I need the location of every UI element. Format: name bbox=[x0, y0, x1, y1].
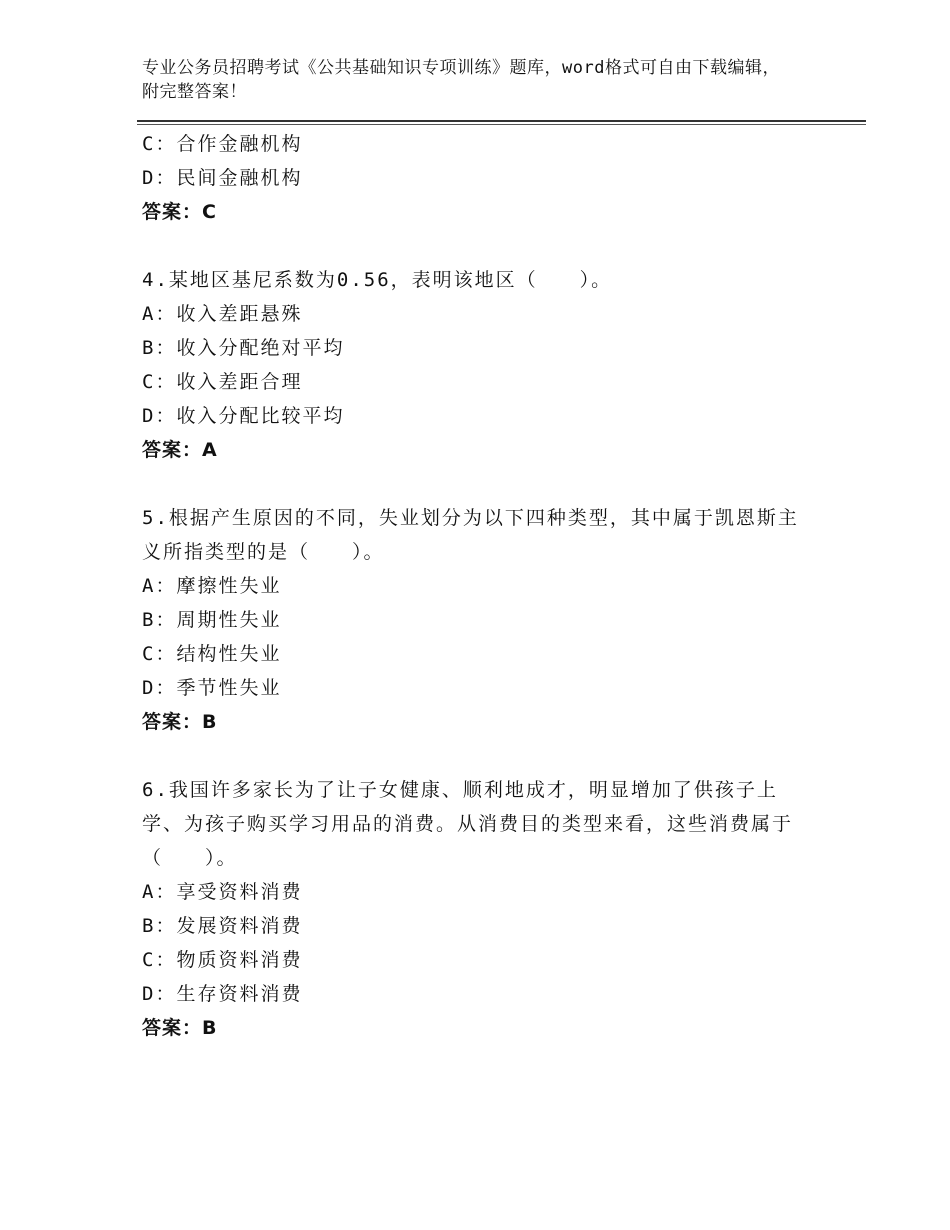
option-b: B：周期性失业 bbox=[142, 609, 282, 631]
answer-line: 答案：A bbox=[142, 439, 218, 461]
question-stem: 4.某地区基尼系数为0.56，表明该地区（ ）。 bbox=[142, 269, 613, 291]
question-6 bbox=[142, 773, 802, 1045]
question-list bbox=[142, 127, 802, 1045]
question-3-continued bbox=[142, 127, 802, 229]
option-d: D：生存资料消费 bbox=[142, 983, 303, 1005]
question-stem: 6.我国许多家长为了让子女健康、顺利地成才，明显增加了供孩子上学、为孩子购买学习用品的消费。从消费目的类型来看，这些消费属于（ ）。 bbox=[142, 779, 794, 869]
option-b: B：发展资料消费 bbox=[142, 915, 303, 937]
option-a: A：享受资料消费 bbox=[142, 881, 303, 903]
answer-line: 答案：B bbox=[142, 711, 218, 733]
question-4 bbox=[142, 263, 802, 467]
question-5 bbox=[142, 501, 802, 739]
option-c: C：结构性失业 bbox=[142, 643, 282, 665]
answer-line: 答案：C bbox=[142, 201, 217, 223]
option-c: C：合作金融机构 bbox=[142, 133, 303, 155]
question-stem: 5.根据产生原因的不同，失业划分为以下四种类型，其中属于凯恩斯主义所指类型的是（ ）。 bbox=[142, 507, 799, 563]
header-divider-thin bbox=[137, 124, 866, 125]
option-c: C：物质资料消费 bbox=[142, 949, 303, 971]
header-divider-thick bbox=[137, 120, 866, 122]
option-b: B：收入分配绝对平均 bbox=[142, 337, 345, 359]
option-c: C：收入差距合理 bbox=[142, 371, 303, 393]
option-d: D：季节性失业 bbox=[142, 677, 282, 699]
document-header: 专业公务员招聘考试《公共基础知识专项训练》题库，word格式可自由下载编辑，附完整答案！ bbox=[142, 58, 780, 102]
option-a: A：收入差距悬殊 bbox=[142, 303, 303, 325]
option-d: D：民间金融机构 bbox=[142, 167, 303, 189]
option-a: A：摩擦性失业 bbox=[142, 575, 282, 597]
option-d: D：收入分配比较平均 bbox=[142, 405, 345, 427]
answer-line: 答案：B bbox=[142, 1017, 218, 1039]
